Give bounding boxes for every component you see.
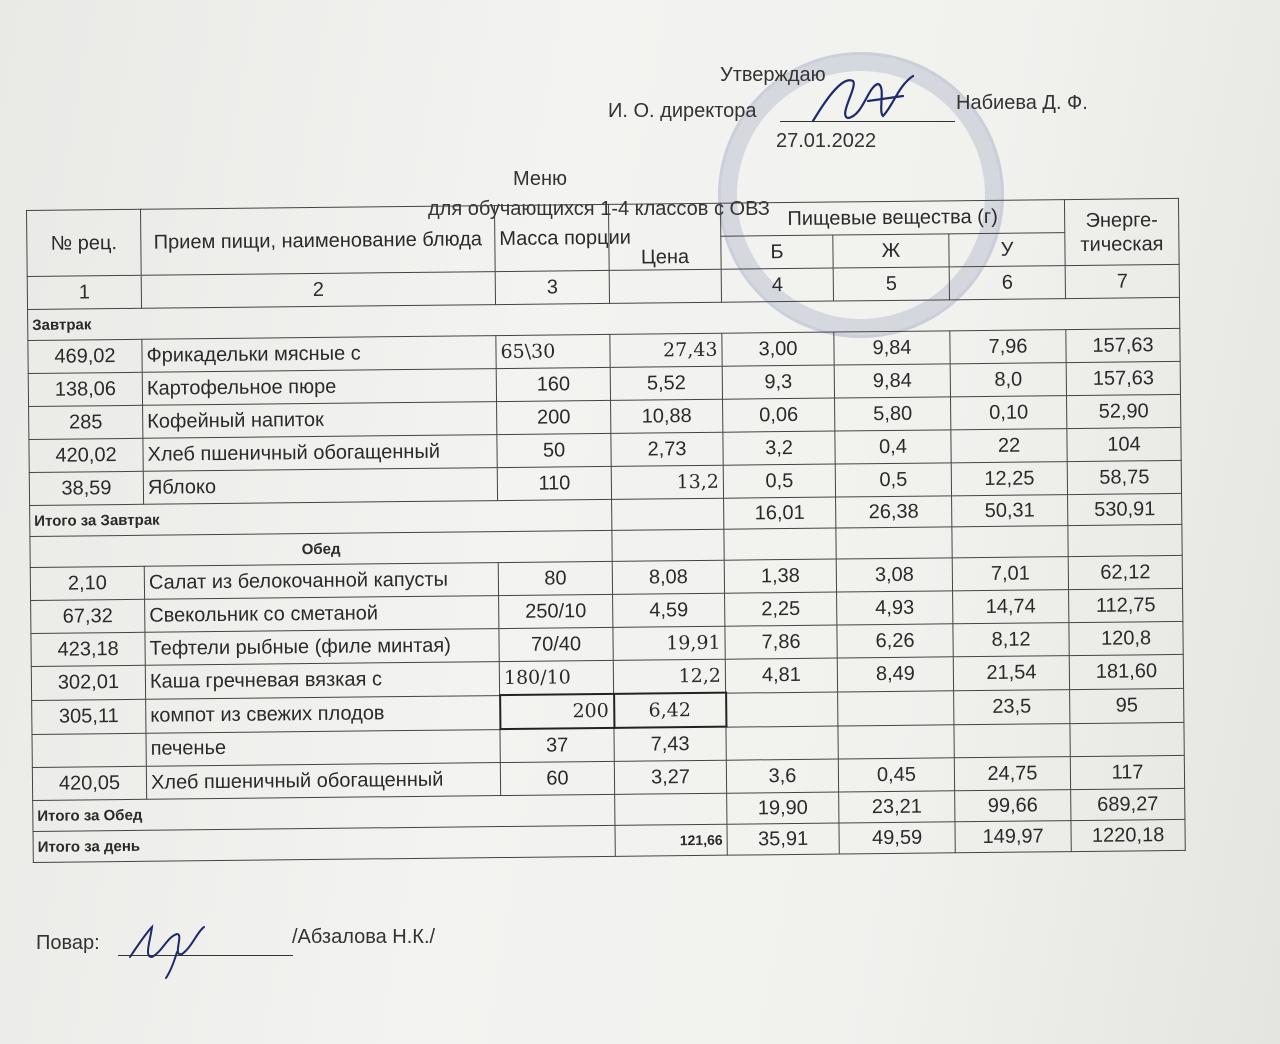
header-mass: Масса порции xyxy=(494,204,609,271)
cell-price: 3,27 xyxy=(614,760,726,794)
cell-num: 420,05 xyxy=(32,766,146,800)
total-energy: 689,27 xyxy=(1071,788,1185,820)
cook-name: /Абзалова Н.К./ xyxy=(292,926,436,948)
menu-table-wrapper xyxy=(26,198,1185,863)
cell-zh: 9,84 xyxy=(834,331,950,365)
cell-mass: 160 xyxy=(496,367,610,401)
director-name: Набиева Д. Ф. xyxy=(956,92,1088,114)
total-u: 99,66 xyxy=(955,790,1071,822)
cell-zh: 0,45 xyxy=(838,758,954,792)
cell-b: 0,5 xyxy=(723,464,835,498)
document-title: Меню xyxy=(513,168,568,190)
cell-dish-name: Хлеб пшеничный обогащенный xyxy=(146,763,500,800)
cell-mass: 60 xyxy=(500,761,614,795)
header-dish: Прием пищи, наименование блюда xyxy=(140,206,495,276)
cell-mass: 180/10 xyxy=(499,660,613,695)
total-label: Итого за Обед xyxy=(33,794,615,831)
cell-u: 23,5 xyxy=(954,689,1070,724)
total-price-empty xyxy=(612,498,724,530)
cell-mass: 200 xyxy=(500,694,614,729)
header-num: № рец. xyxy=(27,209,142,276)
cell-zh: 8,49 xyxy=(837,657,953,692)
cell-mass: 65\30 xyxy=(496,334,610,368)
cell-price: 4,59 xyxy=(613,593,725,627)
lunch-section-empty xyxy=(612,529,724,561)
cell-u: 12,25 xyxy=(951,462,1067,496)
total-label: Итого за день xyxy=(33,825,615,862)
cell-b: 3,6 xyxy=(726,759,838,793)
menu-table xyxy=(26,198,1186,863)
cell-u: 21,54 xyxy=(953,656,1069,691)
cell-mass: 250/10 xyxy=(499,594,613,628)
cell-b xyxy=(726,726,838,761)
cell-num: 285 xyxy=(29,405,143,439)
cell-b: 0,06 xyxy=(723,398,835,432)
cell-zh: 5,80 xyxy=(835,397,951,431)
cell-num: 469,02 xyxy=(28,339,142,373)
cell-energy: 52,90 xyxy=(1067,394,1181,428)
col-number-1: 1 xyxy=(27,275,141,309)
cell-energy: 120,8 xyxy=(1069,621,1183,655)
cell-dish-name: Фрикадельки мясные с xyxy=(142,336,496,373)
header-b: Б xyxy=(721,235,833,269)
cell-dish-name: Свекольник со сметаной xyxy=(145,596,499,633)
breakfast-section-label: Завтрак xyxy=(28,297,1180,340)
approval-date: 27.01.2022 xyxy=(776,130,877,152)
cell-u: 22 xyxy=(951,429,1067,463)
lunch-section-label: Обед xyxy=(30,530,612,567)
total-b: 35,91 xyxy=(727,823,839,855)
total-energy: 1220,18 xyxy=(1071,819,1185,851)
cell-b: 3,2 xyxy=(723,431,835,465)
cell-energy: 95 xyxy=(1070,688,1184,723)
document-subtitle: для обучающихся 1-4 классов с ОВЗ xyxy=(428,198,770,220)
cell-num xyxy=(32,733,146,768)
cell-mass: 37 xyxy=(500,728,614,763)
cell-energy: 62,12 xyxy=(1068,555,1182,589)
total-zh: 49,59 xyxy=(839,822,955,854)
cell-u xyxy=(954,723,1070,758)
cell-u: 0,10 xyxy=(951,396,1067,430)
col-number-5: 5 xyxy=(833,267,949,301)
cell-zh xyxy=(838,724,954,759)
cell-u: 8,0 xyxy=(950,363,1066,397)
cell-b: 2,25 xyxy=(725,592,837,626)
cell-u: 7,01 xyxy=(952,557,1068,591)
cell-dish-name: Картофельное пюре xyxy=(142,369,496,406)
cell-energy: 58,75 xyxy=(1067,460,1181,494)
cell-mass: 200 xyxy=(497,400,611,434)
cell-num: 2,10 xyxy=(30,566,144,600)
cell-price: 27,43 xyxy=(610,333,722,367)
total-zh: 26,38 xyxy=(836,496,952,528)
cell-energy: 181,60 xyxy=(1069,654,1183,689)
col-number-2: 2 xyxy=(141,272,495,309)
total-label: Итого за Завтрак xyxy=(30,499,612,536)
approval-position: И. О. директора xyxy=(608,100,757,122)
lunch-section-empty xyxy=(1068,524,1182,556)
cell-b: 1,38 xyxy=(724,559,836,593)
header-energy: Энерге- тическая xyxy=(1064,198,1179,265)
cell-num: 302,01 xyxy=(31,665,145,700)
director-signature xyxy=(808,66,918,136)
cell-price: 5,52 xyxy=(610,366,722,400)
cell-zh: 9,84 xyxy=(834,364,950,398)
cell-dish-name: Кофейный напиток xyxy=(143,402,497,439)
cell-num: 305,11 xyxy=(32,699,146,734)
cell-dish-name: компот из свежих плодов xyxy=(146,695,500,733)
cell-dish-name: Салат из белокочанной капусты xyxy=(144,563,498,600)
cell-energy: 112,75 xyxy=(1069,588,1183,622)
cook-label: Повар: xyxy=(36,932,100,954)
total-price-empty xyxy=(615,793,727,825)
col-number-price xyxy=(609,269,721,303)
total-u: 50,31 xyxy=(952,495,1068,527)
cell-energy xyxy=(1070,722,1184,757)
cell-price: 13,2 xyxy=(611,465,723,499)
cell-dish-name: Тефтели рыбные (филе минтая) xyxy=(145,629,499,666)
lunch-section-empty xyxy=(724,528,836,560)
col-number-3: 3 xyxy=(495,270,609,304)
cell-zh: 4,93 xyxy=(837,591,953,625)
cell-energy: 117 xyxy=(1070,755,1184,789)
cell-zh: 3,08 xyxy=(836,558,952,592)
header-zh: Ж xyxy=(833,234,949,268)
cell-price: 7,43 xyxy=(614,727,726,762)
total-b: 19,90 xyxy=(727,792,839,824)
cell-energy: 104 xyxy=(1067,427,1181,461)
total-price: 121,66 xyxy=(615,824,727,856)
cell-mass: 50 xyxy=(497,433,611,467)
cell-zh: 0,5 xyxy=(835,463,951,497)
col-number-4: 4 xyxy=(721,268,833,302)
approval-title: Утверждаю xyxy=(720,64,826,86)
col-number-7: 7 xyxy=(1065,264,1179,298)
cell-u: 24,75 xyxy=(954,757,1070,791)
cell-b: 3,00 xyxy=(722,332,834,366)
cell-dish-name: Каша гречневая вязкая с xyxy=(145,662,499,699)
cell-price: 12,2 xyxy=(613,659,725,694)
cook-signature xyxy=(122,912,212,982)
cell-zh: 0,4 xyxy=(835,430,951,464)
cell-b: 4,81 xyxy=(725,658,837,693)
cell-zh: 6,26 xyxy=(837,624,953,658)
lunch-section-empty xyxy=(952,526,1068,558)
cell-price: 8,08 xyxy=(612,560,724,594)
cell-price: 10,88 xyxy=(611,399,723,433)
total-b: 16,01 xyxy=(724,497,836,529)
cell-price: 19,91 xyxy=(613,626,725,660)
cell-price: 6,42 xyxy=(614,693,726,728)
cell-price: 2,73 xyxy=(611,432,723,466)
cell-num: 138,06 xyxy=(28,372,142,406)
header-nutrients: Пищевые вещества (г) xyxy=(720,200,1064,237)
total-zh: 23,21 xyxy=(839,791,955,823)
cell-num: 67,32 xyxy=(31,599,145,633)
cell-u: 14,74 xyxy=(953,590,1069,624)
cell-mass: 70/40 xyxy=(499,627,613,661)
menu-table-body xyxy=(27,198,1186,862)
cell-mass: 110 xyxy=(497,466,611,500)
cell-num: 38,59 xyxy=(29,471,143,505)
cell-energy: 157,63 xyxy=(1066,328,1180,362)
cell-num: 423,18 xyxy=(31,632,145,666)
cell-energy: 157,63 xyxy=(1066,361,1180,395)
cell-dish-name: Хлеб пшеничный обогащенный xyxy=(143,435,497,472)
cell-b: 7,86 xyxy=(725,625,837,659)
col-number-6: 6 xyxy=(949,266,1065,300)
cell-num: 420,02 xyxy=(29,438,143,472)
total-energy: 530,91 xyxy=(1068,493,1182,525)
cell-dish-name: печенье xyxy=(146,729,500,766)
header-price: Цена xyxy=(608,203,721,270)
cell-u: 8,12 xyxy=(953,623,1069,657)
cell-mass: 80 xyxy=(498,561,612,595)
header-u: У xyxy=(949,233,1065,267)
total-u: 149,97 xyxy=(955,821,1071,853)
cell-u: 7,96 xyxy=(950,330,1066,364)
cell-dish-name: Яблоко xyxy=(143,468,497,505)
lunch-section-empty xyxy=(836,527,952,559)
cell-b xyxy=(726,692,838,727)
cell-zh xyxy=(838,690,954,725)
cell-b: 9,3 xyxy=(722,365,834,399)
